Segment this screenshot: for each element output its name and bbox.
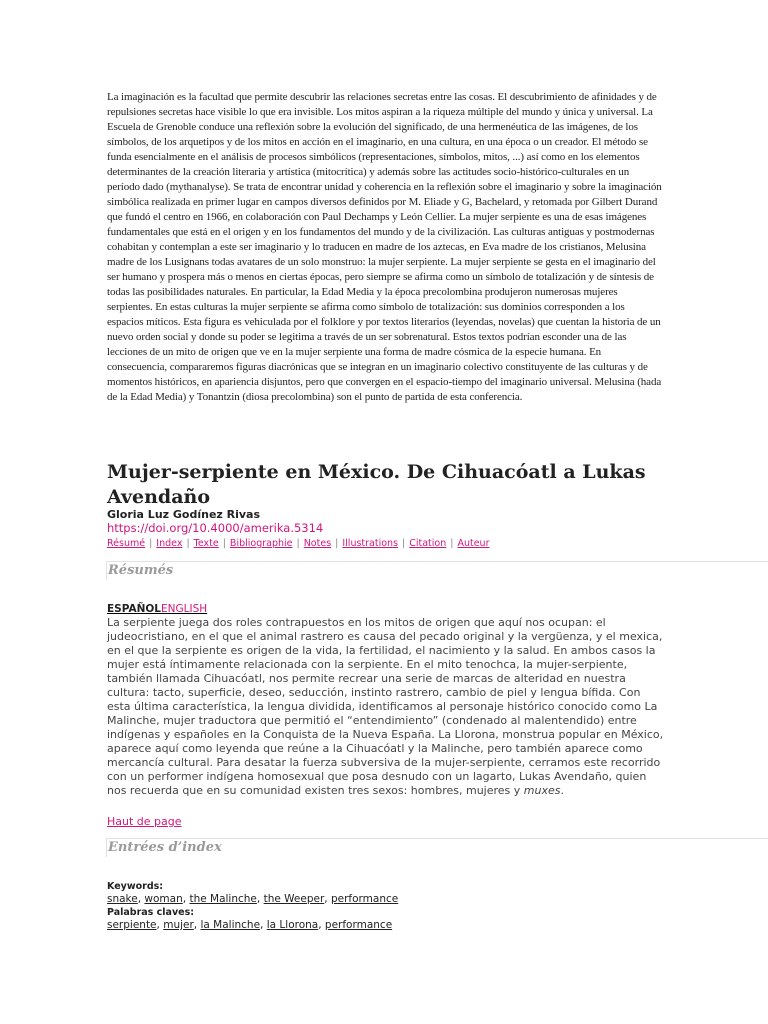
- nav-notes[interactable]: Notes: [303, 538, 332, 549]
- palabra-link[interactable]: serpiente: [107, 919, 157, 931]
- nav-illustrations[interactable]: Illustrations: [342, 538, 399, 549]
- nav-separator: |: [149, 538, 153, 549]
- nav-citation[interactable]: Citation: [409, 538, 447, 549]
- nav-separator: |: [402, 538, 406, 549]
- nav-resume[interactable]: Résumé: [107, 538, 146, 549]
- nav-separator: |: [450, 538, 454, 549]
- keyword-link[interactable]: woman: [144, 893, 183, 905]
- palabra-link[interactable]: performance: [324, 919, 393, 931]
- keywords-label: Keywords:: [107, 881, 164, 892]
- resume-text-main: La serpiente juega dos roles contrapuestos en los mitos de origen que aquí nos ocupan: el judeocristiano, en el que el animal rastrero es causa del pecado original y la vergüenza, y el mexica, en el que la serpiente es origen de la vida, la fertilidad, el nacimiento y la salud. En ambos casos la mujer está íntimamente relacionada con la serpiente. En el mito tenochca, la mujer-serpiente, también llamada Cihuacóatl, nos permite recrear una serie de marcas de alteridad en nuestra cultura: tacto, superficie, deseo, seducción, instinto rastrero, cambio de piel y lengua bífida. Con esta última característica, la lengua dividida, identificamos al personaje histórico conocido como La Malinche, mujer traductora que permitió el “entendimiento” (condenado al malentendido) entre indígenas y españoles en la Conquista de la Nueva España. La Llorona, monstrua popular en México, aparece aquí como leyenda que reúne a la Cihuacóatl y la Malinche, pero también aparece como mercancía cultural. Para desatar la fuerza subversiva de la mujer-serpiente, cerramos este recorrido con un performer indígena homosexual que posa desnudo con un lagarto, Lukas Avendaño, quien nos recuerda que en su comunidad existen tres sexos: hombres, mujeres y: [107, 616, 664, 797]
- tab-english[interactable]: ENGLISH: [161, 603, 208, 615]
- palabras-list: serpiente, mujer, la Malinche, la Llorona, performance: [107, 919, 393, 931]
- doi-link[interactable]: https://doi.org/10.4000/amerika.5314: [107, 521, 324, 535]
- resume-paragraph: [107, 616, 667, 798]
- nav-separator: |: [335, 538, 339, 549]
- keyword-link[interactable]: the Weeper: [263, 893, 325, 905]
- index-heading: Entrées d’index: [106, 838, 768, 857]
- keywords-block: [107, 880, 398, 932]
- article-nav: [107, 537, 489, 551]
- back-to-top-link[interactable]: Haut de page: [107, 815, 182, 828]
- nav-separator: |: [296, 538, 300, 549]
- resume-text-emphasis: muxes: [523, 784, 561, 797]
- resume-text-end: .: [560, 784, 564, 797]
- resumes-heading: Résumés: [106, 561, 768, 580]
- keyword-link[interactable]: the Malinche: [189, 893, 257, 905]
- palabra-link[interactable]: la Llorona: [266, 919, 319, 931]
- keyword-link[interactable]: performance: [330, 893, 399, 905]
- nav-separator: |: [186, 538, 190, 549]
- author-name: Gloria Luz Godínez Rivas: [107, 508, 261, 521]
- language-tabs: [107, 603, 207, 616]
- nav-texte[interactable]: Texte: [193, 538, 219, 549]
- intro-paragraph: La imaginación es la facultad que permite descubrir las relaciones secretas entre las cosas. El descubrimiento de afinidades y de repulsiones secretas hace visible lo que era invisible. Los mitos aspiran a la riqueza múltiple del mundo y única y universal. La Escuela de Grenoble conduce una reflexión sobre la evolución del significado, de una hermenéutica de las imágenes, de los símbolos, de los arquetipos y de los mitos en acción en el imaginario, en una cultura, en una época o un creador. El método se funda esencialmente en el análisis de procesos simbólicos (representaciones, símbolos, mitos, ...) así como en los elementos determinantes de la creación literaria y artística (mitocrítica) y además sobre las actitudes socio-histórico-culturales en un período dado (mythanalyse). Se trata de encontrar unidad y coherencia en la reflexión sobre el imaginario y sobre la imaginación simbólica realizada en primer lugar en campos diversos definidos por M. Eliade y G, Bachelard, y retomada por Gilbert Durand que fundó el centro en 1966, en colaboración con Paul Dechamps y León Cellier. La mujer serpiente es una de esas imágenes fundamentales que está en el origen y en los fundamentos del mundo y de la civilización. Las culturas antiguas y postmodernas cohabitan y contemplan a este ser imaginario y lo traducen en madre de los aztecas, en Eva madre de los cristianos, Melusina madre de los Lusignans todas avatares de un solo monstruo: la mujer serpiente. La mujer serpiente se gesta en el imaginario del ser humano y prospera más o menos en ciertas épocas, pero siempre se afirma como un símbolo de totalización y de síntesis de todas las posibilidades naturales. En particular, la Edad Media y la época precolombina produjeron numerosas mujeres serpientes. En estas culturas la mujer serpiente se afirma como símbolo de totalización: sus dominios corresponden a los espacios míticos. Esta figura es vehiculada por el folklore y por textos literarios (leyendas, novelas) que cuentan la historia de un nuevo orden social y donde su poder se legitima a través de un ser sobrenatural. Estos textos podrían esconder una de las lecciones de un mito de origen que ve en la mujer serpiente una forma de madre cósmica de la especie humana. En consecuencia, compararemos figuras diacrónicas que se integran en un imaginario colectivo constituyente de las culturas y de momentos históricos, en apariencia disjuntos, pero que convergen en el espacio-tiempo del imaginario universal. Melusina (hada de la Edad Media) y Tonantzin (diosa precolombina) son el punto de partida de esta conferencia.: [107, 91, 662, 403]
- palabra-link[interactable]: mujer: [163, 919, 194, 931]
- palabras-label: Palabras claves:: [107, 907, 195, 918]
- article-title: Mujer-serpiente en México. De Cihuacóatl a Lukas Avendaño: [107, 461, 646, 508]
- keywords-list: snake, woman, the Malinche, the Weeper, performance: [107, 893, 399, 905]
- nav-separator: |: [222, 538, 226, 549]
- nav-bibliographie[interactable]: Bibliographie: [229, 538, 293, 549]
- keyword-link[interactable]: snake: [107, 893, 138, 905]
- nav-auteur[interactable]: Auteur: [457, 538, 490, 549]
- nav-index[interactable]: Index: [156, 538, 183, 549]
- palabra-link[interactable]: la Malinche: [200, 919, 261, 931]
- tab-espanol[interactable]: ESPAÑOL: [107, 603, 161, 615]
